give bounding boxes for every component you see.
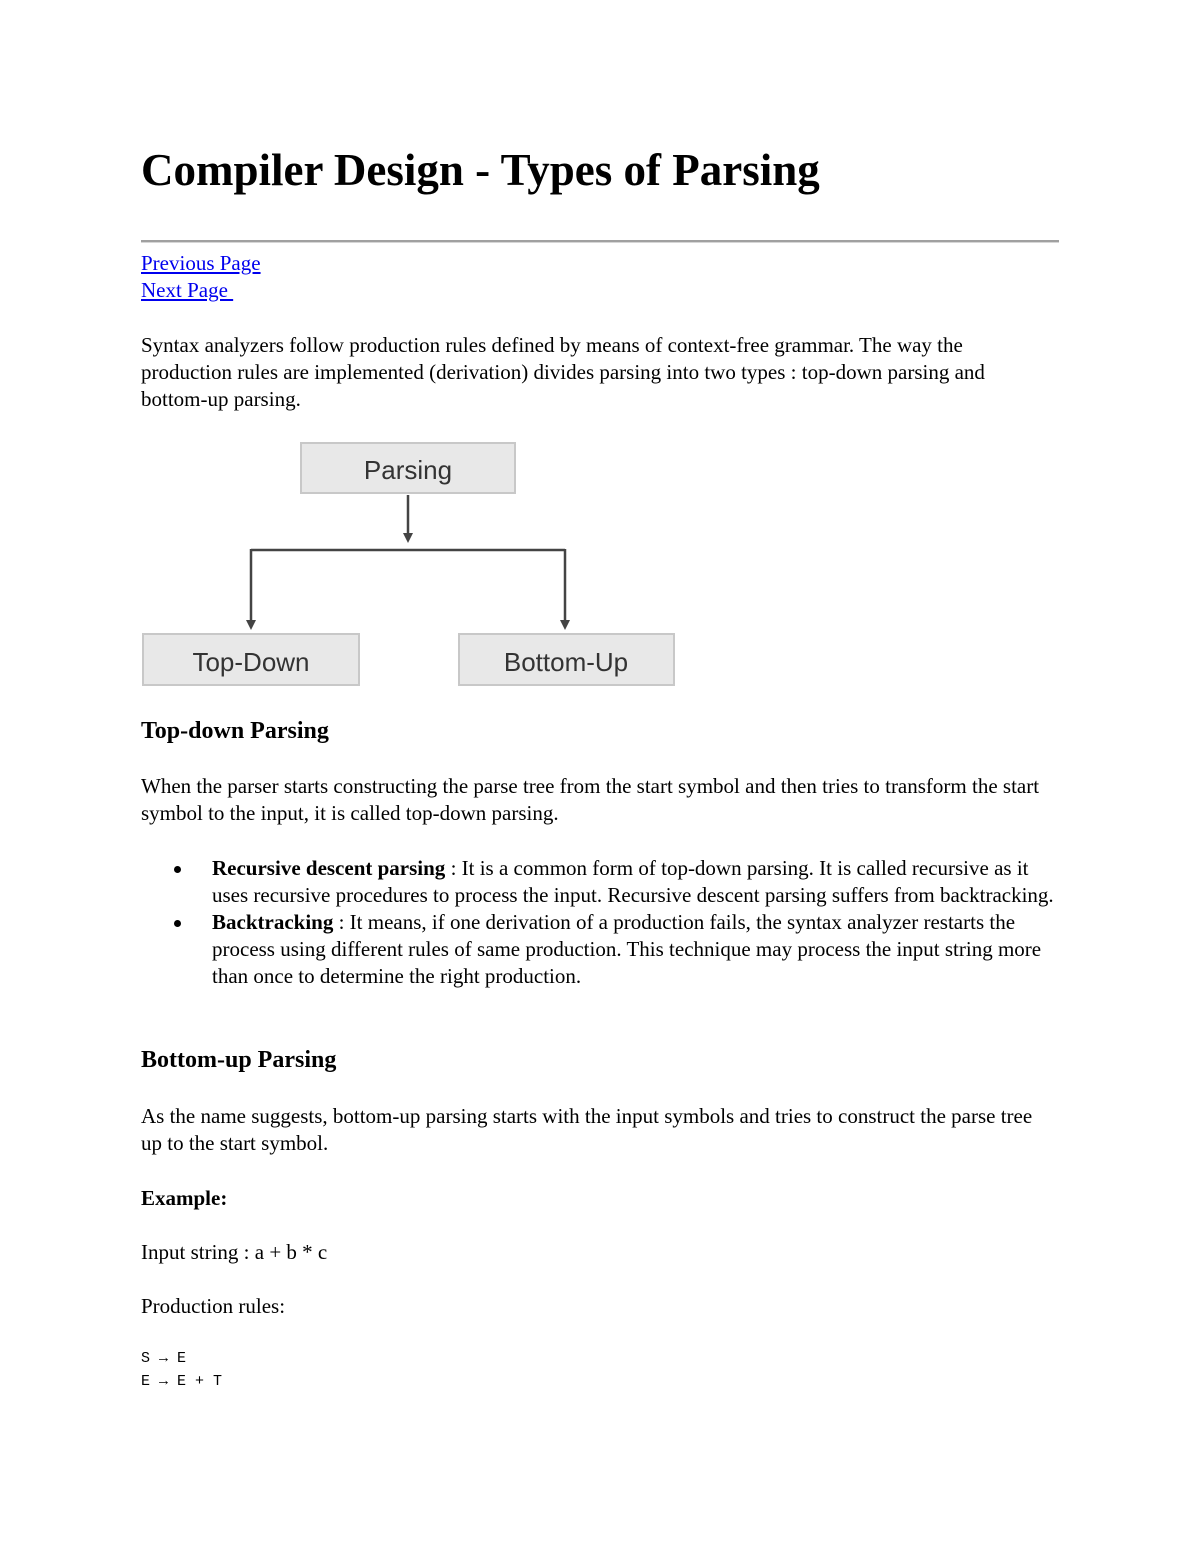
topdown-bullet-list — [141, 855, 1057, 990]
diagram-left-label: Top-Down — [192, 647, 310, 677]
bullet-text: : It means, if one derivation of a production fails, the syntax analyzer restarts the process using different rules of same production. This technique may process the input string more than once to determine the right production. — [212, 910, 1042, 988]
example-label: Example: — [141, 1186, 228, 1210]
topdown-heading: Top-down Parsing — [141, 718, 329, 744]
list-item-recursive-descent — [212, 855, 1057, 909]
bullet-icon — [174, 866, 181, 873]
parsing-types-diagram — [141, 438, 681, 690]
bullet-term: Recursive descent parsing — [212, 856, 446, 880]
next-page-link[interactable]: Next Page — [141, 278, 234, 302]
bottomup-heading: Bottom-up Parsing — [141, 1047, 337, 1073]
intro-paragraph: Syntax analyzers follow production rules defined by means of context-free grammar. The way the production rules are implemented (derivation) divides parsing into two types : top-down parsing and bottom-up parsing. — [141, 333, 985, 411]
production-rule: E → E + T — [141, 1373, 223, 1390]
production-rules-label: Production rules: — [141, 1294, 286, 1318]
bottomup-paragraph: As the name suggests, bottom-up parsing starts with the input symbols and tries to construct the parse tree up to the start symbol. — [141, 1104, 1033, 1155]
page-title: Compiler Design - Types of Parsing — [141, 145, 820, 195]
previous-page-link[interactable]: Previous Page — [141, 251, 261, 275]
production-rule: S → E — [141, 1350, 187, 1367]
bullet-term: Backtracking — [212, 910, 334, 934]
input-string: Input string : a + b * c — [141, 1240, 328, 1264]
bullet-icon — [174, 920, 181, 927]
bullet-text: : It is a common form of top-down parsing. It is called recursive as it uses recursive procedures to process the input. Recursive descent parsing suffers from backtracking. — [212, 856, 1054, 907]
horizontal-rule — [141, 240, 1059, 243]
page-navigation — [141, 250, 261, 304]
topdown-paragraph: When the parser starts constructing the parse tree from the start symbol and then tries to transform the start symbol to the input, it is called top-down parsing. — [141, 774, 1040, 825]
diagram-root-label: Parsing — [363, 455, 453, 485]
list-item-backtracking — [212, 909, 1057, 990]
diagram-right-label: Bottom-Up — [503, 647, 629, 677]
